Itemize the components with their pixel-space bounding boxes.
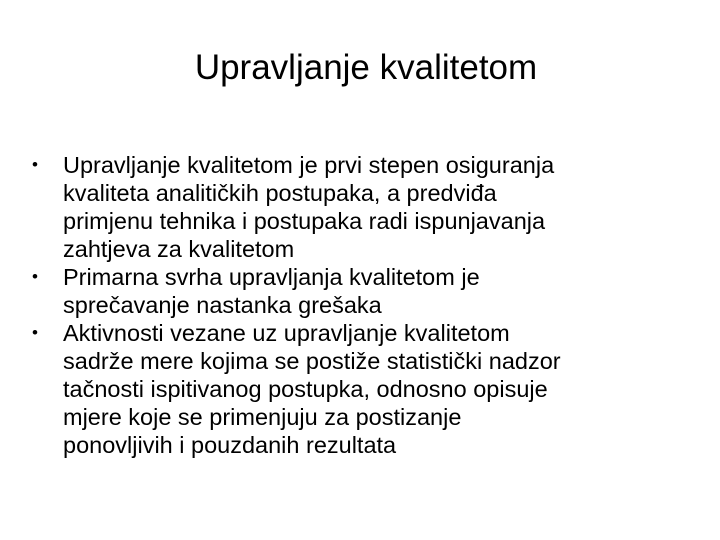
bullet-text-line: sprečavanje nastanka grešaka <box>63 292 382 318</box>
bullet-text-line: Primarna svrha upravljanja kvalitetom je <box>63 264 480 290</box>
slide-title: Upravljanje kvalitetom <box>194 48 538 87</box>
bullet-icon: • <box>32 267 38 286</box>
bullet-item <box>32 263 672 319</box>
bullet-text-line: sadrže mere kojima se postiže statistički nadzor <box>63 348 561 374</box>
bullet-text-line: Aktivnosti vezane uz upravljanje kvalitetom <box>63 320 510 346</box>
bullet-item <box>32 151 672 263</box>
bullet-text-line: primjenu tehnika i postupaka radi ispunjavanja <box>63 208 546 234</box>
bullet-text-line: tačnosti ispitivanog postupka, odnosno opisuje <box>63 376 548 402</box>
bullet-text-line: ponovljivih i pouzdanih rezultata <box>63 432 397 458</box>
bullet-item <box>32 319 672 459</box>
bullet-text-line: mjere koje se primenjuju za postizanje <box>63 404 462 430</box>
bullet-text-line: Upravljanje kvalitetom je prvi stepen osiguranja <box>63 152 555 178</box>
bullet-list <box>32 151 672 459</box>
bullet-text-line: kvaliteta analitičkih postupaka, a predviđa <box>63 180 497 206</box>
bullet-text-line: zahtjeva za kvalitetom <box>63 236 295 262</box>
bullet-icon: • <box>32 323 38 342</box>
bullet-icon: • <box>32 155 38 174</box>
